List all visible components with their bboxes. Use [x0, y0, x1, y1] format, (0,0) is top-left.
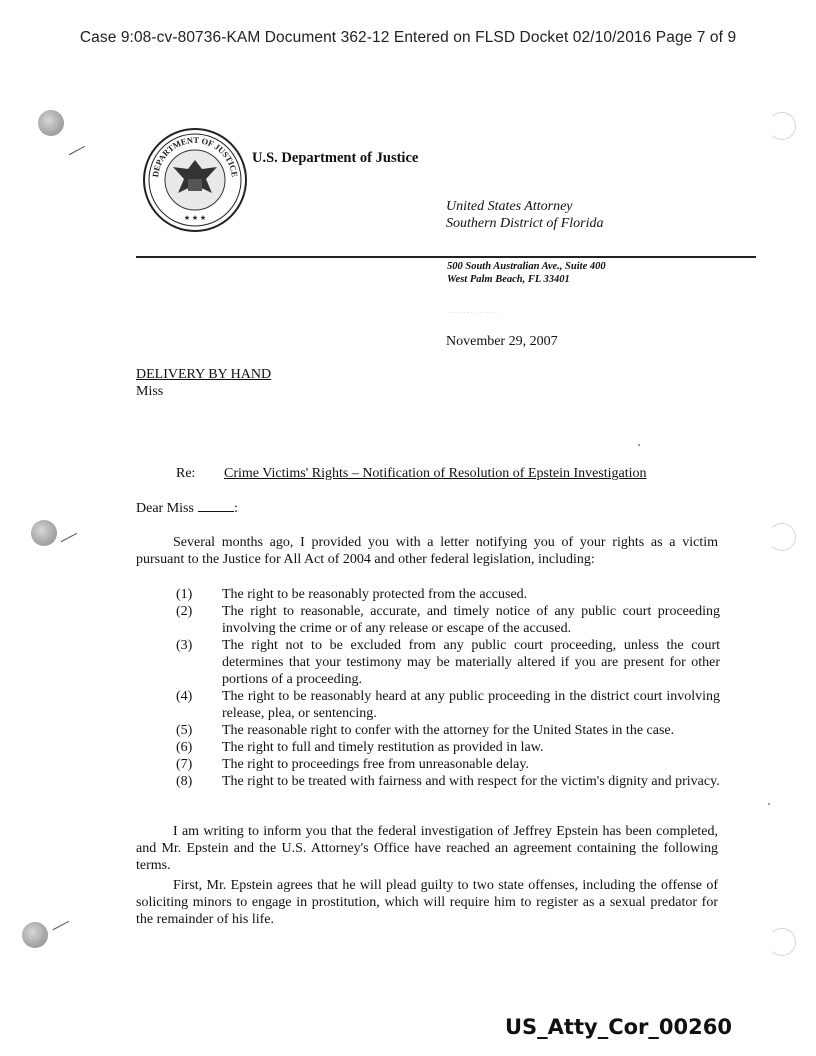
svg-text:★ ★ ★: ★ ★ ★ [183, 214, 207, 222]
speck [638, 444, 640, 446]
speck [768, 803, 770, 805]
right-text: The reasonable right to confer with the attorney for the United States in the case. [222, 723, 675, 738]
right-text: The right to be reasonably heard at any public proceeding in the district court involving release, plea, or sentencing. [222, 689, 720, 721]
paragraph-intro: Several months ago, I provided you with a letter notifying you of your rights as a victim pursuant to the Justice for All Act of 2004 and other federal legislation, including: [136, 535, 718, 567]
paragraph-investigation: I am writing to inform you that the federal investigation of Jeffrey Epstein has been completed, and Mr. Epstein and the U.S. Attorney's Office have reached an agreement containing the following terms. [136, 824, 718, 873]
edge-ring-bottom [768, 928, 796, 956]
right-text: The right to be reasonably protected from the accused. [222, 587, 528, 602]
office-address [447, 260, 606, 286]
letterhead-rule [136, 256, 756, 258]
right-text: The right to full and timely restitution as provided in law. [222, 740, 544, 755]
doj-seal [142, 127, 248, 233]
right-item [176, 756, 720, 773]
redacted-name-blank [198, 500, 234, 512]
right-item [176, 603, 720, 637]
bates-number: US_Atty_Cor_00260 [505, 1015, 732, 1039]
right-number: (1) [176, 587, 193, 602]
right-text: The right not to be excluded from any public court proceeding, unless the court determines that your testimony may be materially altered if you are present for other portions of a proceeding. [222, 638, 720, 687]
seal-text: DEPARTMENT OF JUSTICE [150, 134, 240, 178]
right-number: (4) [176, 689, 193, 704]
edge-ring-top [768, 112, 796, 140]
scan-mark [69, 146, 86, 156]
punch-hole-middle [31, 520, 57, 546]
right-item [176, 739, 720, 756]
right-item [176, 773, 720, 790]
punch-hole-top [38, 110, 64, 136]
right-number: (6) [176, 740, 193, 755]
edge-ring-middle [768, 523, 796, 551]
delivery-method: DELIVERY BY HAND [136, 367, 272, 382]
right-text: The right to be treated with fairness and with respect for the victim's dignity and privacy. [222, 774, 720, 789]
right-text: The right to reasonable, accurate, and timely notice of any public court proceeding involving the crime or of any release or escape of the accused. [222, 604, 720, 636]
right-number: (8) [176, 774, 193, 789]
faint-line: ········· ······ [447, 309, 500, 317]
case-header: Case 9:08-cv-80736-KAM Document 362-12 Entered on FLSD Docket 02/10/2016 Page 7 of 9 [79, 29, 737, 46]
address-street: 500 South Australian Ave., Suite 400 [447, 261, 606, 272]
re-subject: Crime Victims' Rights – Notification of Resolution of Epstein Investigation [224, 466, 647, 481]
office-district: Southern District of Florida [446, 216, 604, 231]
right-text: The right to proceedings free from unreasonable delay. [222, 757, 529, 772]
right-number: (5) [176, 723, 193, 738]
right-item [176, 688, 720, 722]
salutation-colon: : [233, 501, 238, 516]
right-item [176, 637, 720, 688]
office-title: United States Attorney [446, 199, 573, 214]
letter-date: November 29, 2007 [446, 334, 558, 349]
right-number: (7) [176, 757, 193, 772]
right-number: (2) [176, 604, 193, 619]
rights-list [176, 586, 720, 790]
salutation [136, 500, 238, 517]
scan-mark [61, 533, 78, 543]
right-item [176, 722, 720, 739]
addressee: Miss [136, 384, 164, 399]
right-item [176, 586, 720, 603]
address-city: West Palm Beach, FL 33401 [447, 274, 570, 285]
scan-mark [53, 921, 70, 931]
right-number: (3) [176, 638, 193, 653]
department-name: U.S. Department of Justice [252, 150, 419, 166]
salutation-text: Dear Miss [136, 501, 194, 516]
re-label: Re: [176, 466, 196, 481]
punch-hole-bottom [22, 922, 48, 948]
paragraph-plea: First, Mr. Epstein agrees that he will plead guilty to two state offenses, including the offense of soliciting minors to engage in prostitution, which will require him to register as a sexual predator for the remainder of his life. [136, 878, 718, 927]
